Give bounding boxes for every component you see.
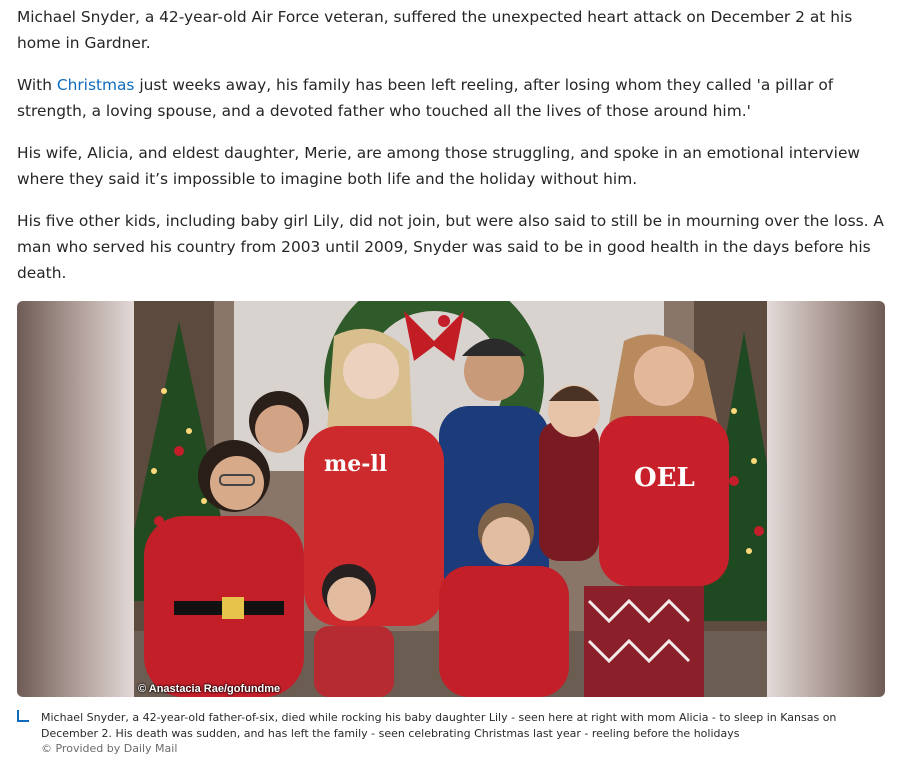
christmas-link[interactable]: Christmas: [56, 76, 135, 94]
photo-caption: Michael Snyder, a 42-year-old father-of-six, died while rocking his baby daughter Lily - seen here at right with mom Alicia - to sleep in Kansas on December 2. His death was sudden, and has left the family - seen celebrating Christmas last year - reeling before the holidays: [41, 711, 837, 740]
family-photo-illustration: [134, 301, 767, 697]
sweater-text: me-ll: [324, 451, 388, 477]
article-body: [17, 0, 889, 302]
caption-corner-icon: [17, 710, 29, 722]
article-paragraph-2: [17, 72, 889, 124]
paragraph-text: just weeks away, his family has been left reeling, after losing whom they called 'a pillar of strength, a loving spouse, and a devoted father who touched all the lives of those around him.': [17, 76, 834, 120]
sweater-text: OEL: [634, 463, 695, 493]
article-paragraph-3: His wife, Alicia, and eldest daughter, Merie, are among those struggling, and spoke in an emotional interview where they said it’s impossible to imagine both life and the holiday without him.: [17, 144, 860, 188]
provider-credit: © Provided by Daily Mail: [41, 742, 178, 755]
article-paragraph-4: His five other kids, including baby girl Lily, did not join, but were also said to still be in mourning over the loss. A man who served his country from 2003 until 2009, Snyder was said to be in good health in the days before his death.: [17, 212, 884, 282]
photo-credit: © Anastacia Rae/gofundme: [138, 683, 281, 695]
paragraph-text: With: [17, 76, 57, 94]
person-baby: [539, 385, 600, 561]
article-figure[interactable]: [17, 301, 885, 697]
family-photo[interactable]: [134, 301, 767, 697]
article-paragraph-1: Michael Snyder, a 42-year-old Air Force veteran, suffered the unexpected heart attack on December 2 at his home in Gardner.: [17, 8, 853, 52]
